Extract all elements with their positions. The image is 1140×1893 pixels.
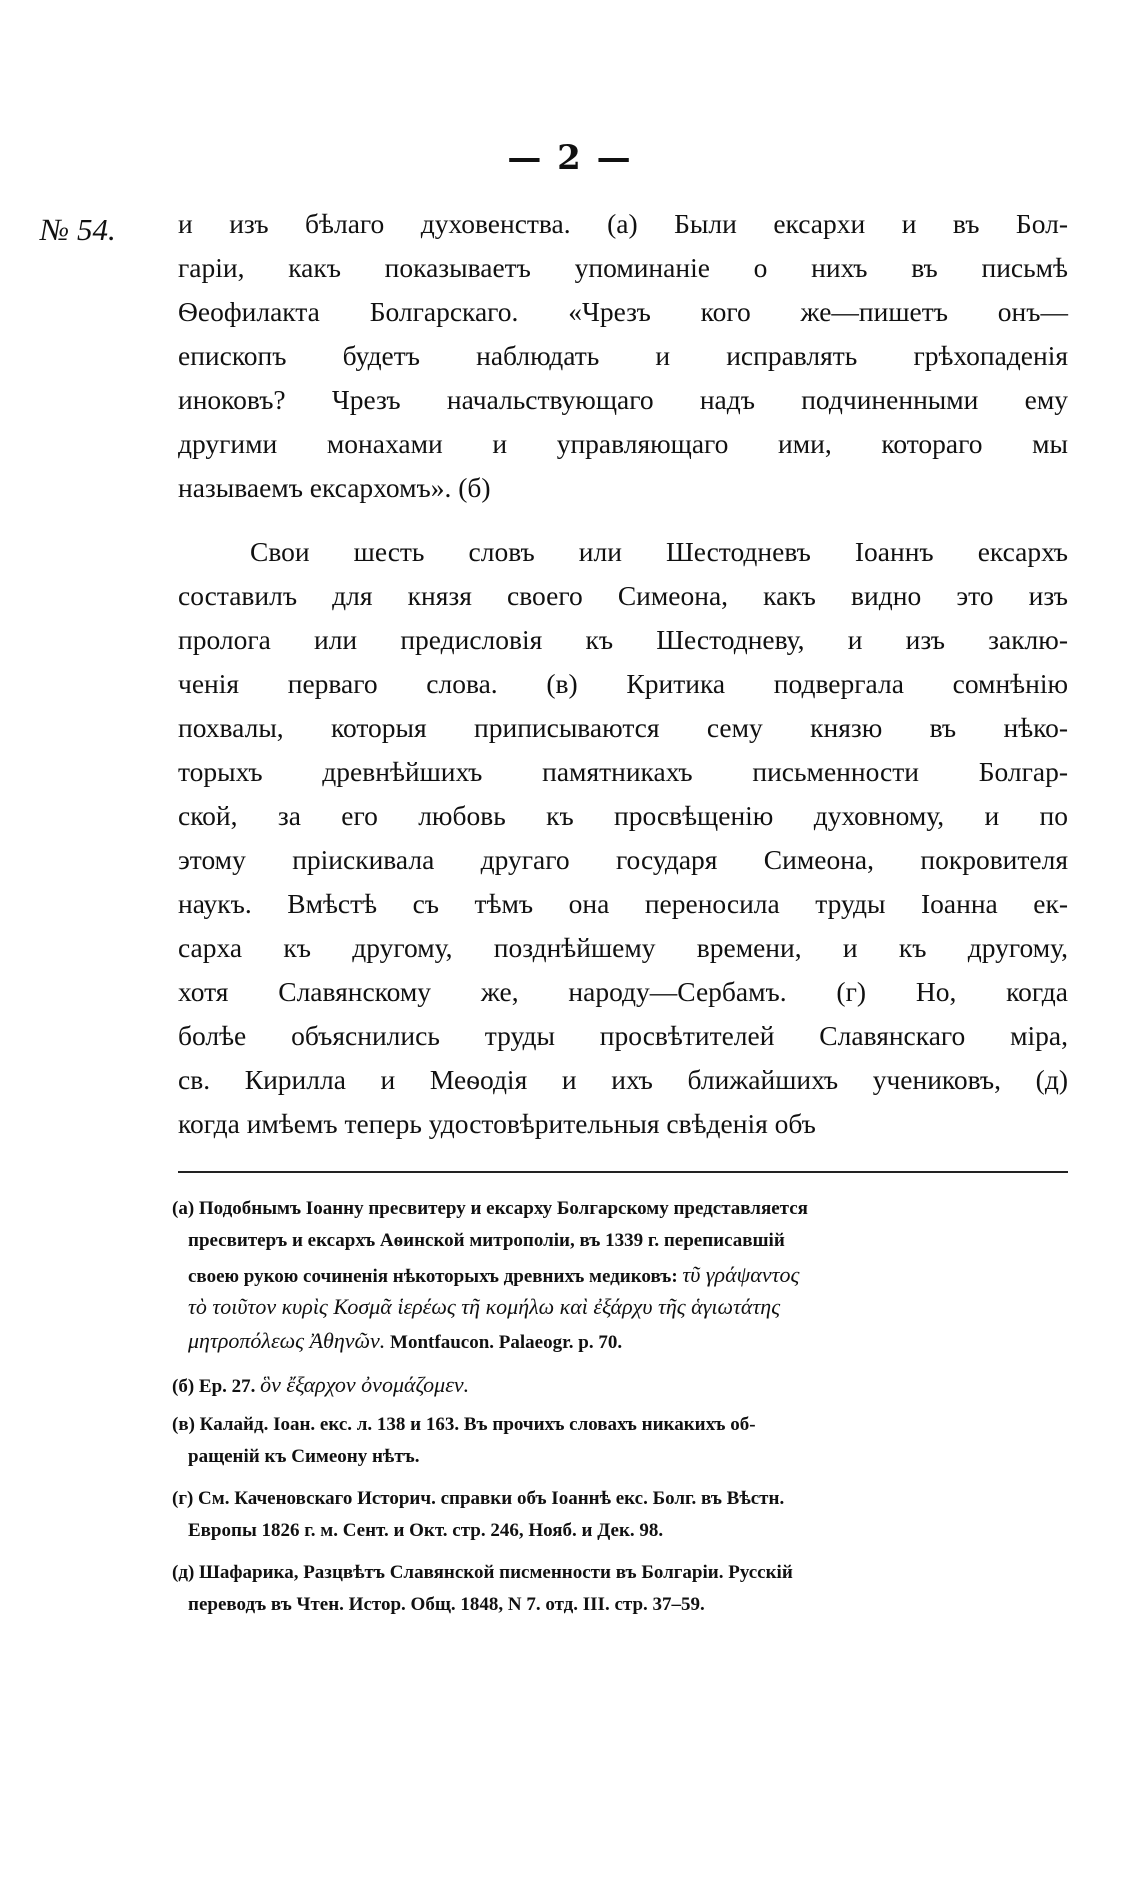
footnote-v-line: ращеній къ Симеону нѣтъ.: [188, 1446, 420, 1467]
footnote-g-line: Европы 1826 г. м. Сент. и Окт. стр. 246, Нояб. и Дек. 98.: [188, 1520, 664, 1541]
body-line: этому пріискивала другаго государя Симеона, покровителя: [178, 844, 1068, 875]
footnote-divider: [178, 1171, 1068, 1173]
body-line: пролога или предисловія къ Шестодневу, и изъ заклю-: [178, 624, 1068, 655]
body-line: другими монахами и управляющаго ими, котораго мы: [178, 428, 1068, 459]
footnote-d-line: (д) Шафарика, Разцвѣтъ Славянской писменности въ Болгаріи. Русскій: [172, 1562, 793, 1583]
body-line: епископъ будетъ наблюдать и исправлять грѣхопаденія: [178, 340, 1068, 371]
body-line: сарха къ другому, позднѣйшему времени, и къ другому,: [178, 932, 1068, 963]
footnote-b-greek: ὃν ἔξαρχον ὀνομάζομεν.: [260, 1372, 470, 1397]
body-line: называемъ ексархомъ». (б): [178, 472, 491, 503]
body-line: болѣе объяснились труды просвѣтителей Славянскаго міра,: [178, 1020, 1068, 1051]
body-line: Свои шесть словъ или Шестодневъ Іоаннъ ексархъ: [250, 536, 1068, 567]
body-line: иноковъ? Чрезъ начальствующаго надъ подчиненными ему: [178, 384, 1068, 415]
body-line: Ѳеофилакта Болгарскаго. «Чрезъ кого же—пишетъ онъ—: [178, 296, 1068, 327]
page-number: — 2 —: [507, 138, 633, 178]
footnote-a-line: [188, 1262, 799, 1288]
body-line: хотя Славянскому же, народу—Сербамъ. (г) Но, когда: [178, 976, 1068, 1007]
footnote-a-russian: своею рукою сочиненія нѣкоторыхъ древнихъ медиковъ:: [188, 1266, 678, 1287]
footnote-a-greek: τῦ γράψαντος: [682, 1262, 800, 1287]
footnote-a-greek: μητροπόλεως Ἀθηνῶν.: [188, 1328, 386, 1353]
body-line: когда имѣемъ теперь удостовѣрительныя свѣденія объ: [178, 1108, 816, 1139]
footnote-a-reference: Montfaucon. Palaeogr. p. 70.: [390, 1332, 623, 1353]
footnote-a-greek-line: τὸ τοιῦτον κυρὶς Κοσμᾶ ἱερέως τῆ κομήλω καὶ ἐξάρχυ τῆς ἁγιωτάτης: [188, 1294, 781, 1319]
body-line: ской, за его любовь къ просвѣщенію духовному, и по: [178, 800, 1068, 831]
body-line: торыхъ древнѣйшихъ памятникахъ письменности Болгар-: [178, 756, 1068, 787]
body-line: наукъ. Вмѣстѣ съ тѣмъ она переносила труды Іоанна ек-: [178, 888, 1068, 919]
footnote-g-line: (г) См. Каченовскаго Историч. справки объ Іоаннѣ екс. Болг. въ Вѣстн.: [172, 1488, 785, 1509]
margin-number: № 54.: [40, 212, 116, 247]
body-line: похвалы, которыя приписываются сему князю въ нѣко-: [178, 712, 1068, 743]
body-line: составилъ для князя своего Симеона, какъ видно это изъ: [178, 580, 1068, 611]
footnote-b-line: [172, 1372, 469, 1398]
body-line: и изъ бѣлаго духовенства. (а) Были ексархи и въ Бол-: [178, 208, 1068, 239]
body-line: ченія перваго слова. (в) Критика подвергала сомнѣнію: [178, 668, 1068, 699]
footnote-b-reference: (б) Ер. 27.: [172, 1376, 256, 1397]
body-line: св. Кирилла и Меѳодія и ихъ ближайшихъ учениковъ, (д): [178, 1064, 1068, 1095]
footnote-a-line: [188, 1328, 622, 1354]
body-line: гаріи, какъ показываетъ упоминаніе о нихъ въ письмѣ: [178, 252, 1068, 283]
footnote-v-line: (в) Калайд. Іоан. екс. л. 138 и 163. Въ прочихъ словахъ никакихъ об-: [172, 1414, 756, 1435]
footnote-a-line: пресвитеръ и ексархъ Аѳинской митрополіи, въ 1339 г. переписавшій: [188, 1230, 785, 1251]
footnote-d-line: переводъ въ Чтен. Истор. Общ. 1848, N 7. отд. III. стр. 37–59.: [188, 1594, 705, 1615]
footnote-a-line: (а) Подобнымъ Іоанну пресвитеру и ексарху Болгарскому представляется: [172, 1198, 808, 1219]
